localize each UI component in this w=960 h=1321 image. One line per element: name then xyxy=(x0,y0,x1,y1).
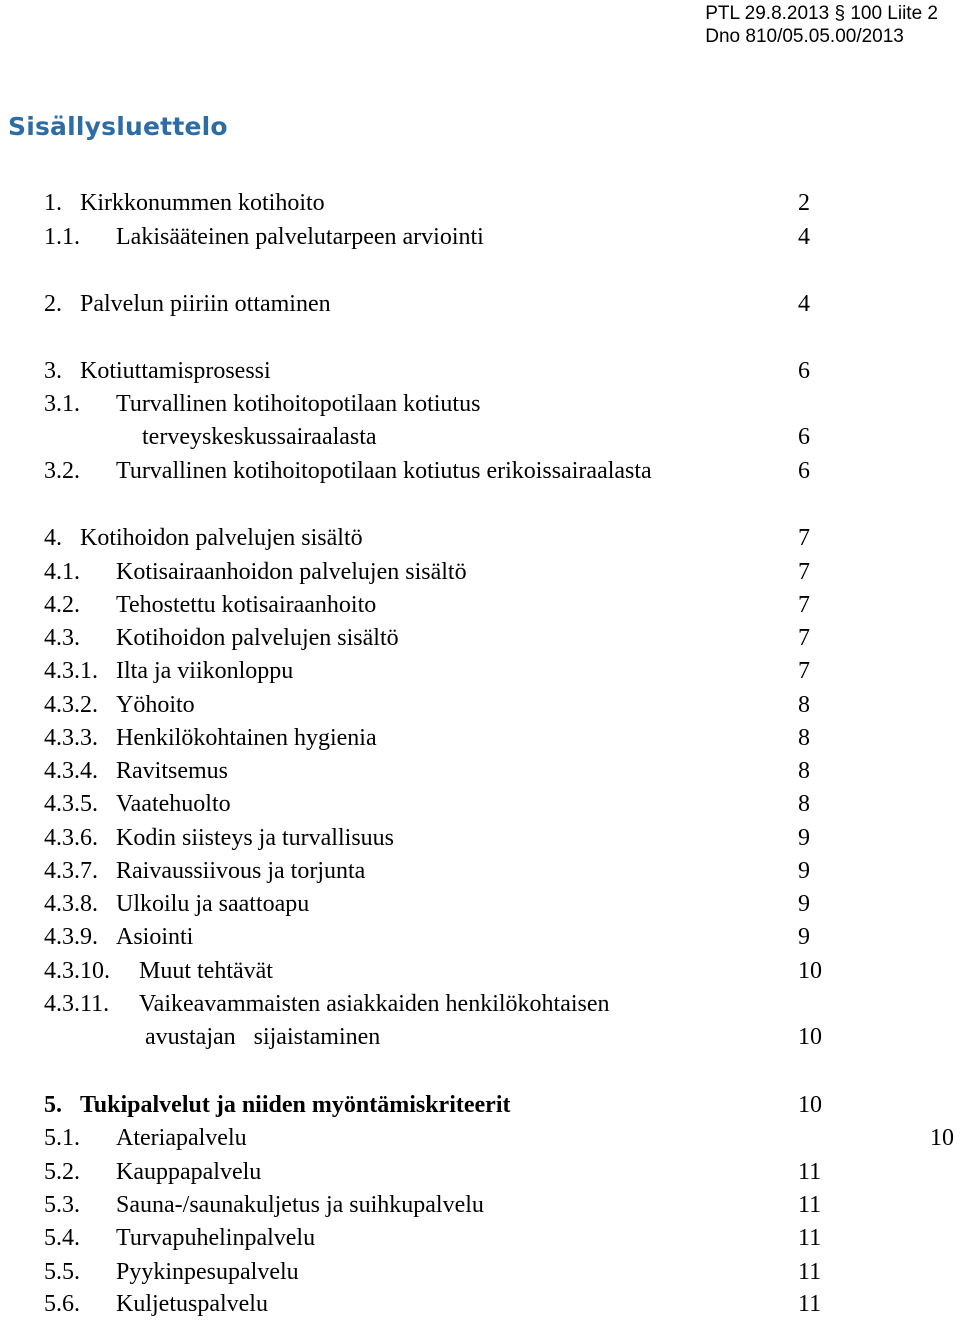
toc-entry-title: Ulkoilu ja saattoapu xyxy=(116,891,310,917)
toc-entry-number: 5.1. xyxy=(44,1125,80,1151)
toc-entry-page: 4 xyxy=(798,224,810,250)
toc-entry-title: Pyykinpesupalvelu xyxy=(116,1259,299,1285)
toc-entry-number: 4.2. xyxy=(44,592,80,618)
toc-entry-number: 1.1. xyxy=(44,224,80,250)
toc-entry-number: 3.1. xyxy=(44,391,80,417)
toc-entry-number: 4.3. xyxy=(44,625,80,651)
toc-entry-number: 4.3.10. xyxy=(44,958,110,984)
toc-entry-page: 2 xyxy=(798,190,810,216)
toc-entry-number: 1. xyxy=(44,190,62,216)
toc-entry-number: 4.3.4. xyxy=(44,758,98,784)
toc-entry-title: Ateriapalvelu xyxy=(116,1125,247,1151)
toc-entry-title: Palvelun piiriin ottaminen xyxy=(80,291,331,317)
toc-entry-title: Raivaussiivous ja torjunta xyxy=(116,858,366,884)
toc-entry-title: Kotihoidon palvelujen sisältö xyxy=(116,625,399,651)
toc-entry-number: 4.3.2. xyxy=(44,692,98,718)
toc-entry-number: 5.3. xyxy=(44,1192,80,1218)
toc-entry-page: 10 xyxy=(798,958,822,984)
toc-entry-page: 7 xyxy=(798,592,810,618)
toc-entry-page: 10 xyxy=(930,1125,954,1151)
toc-entry-number: 3.2. xyxy=(44,458,80,484)
toc-entry-number: 4.3.7. xyxy=(44,858,98,884)
toc-entry-title: Kotiuttamisprosessi xyxy=(80,358,271,384)
toc-entry-page: 9 xyxy=(798,891,810,917)
toc-entry-title: Ravitsemus xyxy=(116,758,228,784)
toc-entry-title: Sauna-/saunakuljetus ja suihkupalvelu xyxy=(116,1192,484,1218)
toc-title: Sisällysluettelo xyxy=(8,112,228,141)
toc-entry-page: 7 xyxy=(798,658,810,684)
toc-entry-title: Tehostettu kotisairaanhoito xyxy=(116,592,377,618)
toc-entry-number: 4.3.8. xyxy=(44,891,98,917)
toc-entry-number: 5. xyxy=(44,1092,62,1118)
document-header xyxy=(705,2,938,48)
toc-entry-page: 11 xyxy=(798,1192,822,1218)
toc-entry-title: Muut tehtävät xyxy=(139,958,273,984)
toc-entry-title: Asiointi xyxy=(116,924,194,950)
toc-entry-title: Yöhoito xyxy=(116,692,195,718)
toc-entry-page: 11 xyxy=(798,1259,822,1285)
toc-entry-page: 4 xyxy=(798,291,810,317)
toc-entry-title: Tukipalvelut ja niiden myöntämiskriteerit xyxy=(80,1092,511,1118)
toc-entry-page: 10 xyxy=(798,1092,822,1118)
toc-entry-number: 4. xyxy=(44,525,62,551)
toc-entry-page: 6 xyxy=(798,358,810,384)
toc-entry-title: Kotisairaanhoidon palvelujen sisältö xyxy=(116,559,467,585)
toc-entry-number: 4.3.6. xyxy=(44,825,98,851)
toc-entry-number: 4.3.9. xyxy=(44,924,98,950)
toc-entry-number: 5.6. xyxy=(44,1291,80,1317)
toc-entry-number: 5.4. xyxy=(44,1225,80,1251)
header-reference-line: PTL 29.8.2013 § 100 Liite 2 xyxy=(705,3,938,24)
toc-entry-title: Turvallinen kotihoitopotilaan kotiutus xyxy=(116,391,481,417)
toc-entry-page: 8 xyxy=(798,725,810,751)
toc-entry-page: 6 xyxy=(798,424,810,450)
toc-entry-title: Vaatehuolto xyxy=(116,791,231,817)
toc-entry-number: 4.1. xyxy=(44,559,80,585)
toc-entry-page: 9 xyxy=(798,924,810,950)
toc-entry-page: 8 xyxy=(798,791,810,817)
toc-entry-page: 8 xyxy=(798,692,810,718)
toc-entry-page: 7 xyxy=(798,525,810,551)
toc-entry-number: 4.3.3. xyxy=(44,725,98,751)
toc-entry-title: avustajan sijaistaminen xyxy=(145,1024,381,1050)
toc-entry-page: 7 xyxy=(798,625,810,651)
toc-entry-number: 5.5. xyxy=(44,1259,80,1285)
toc-entry-page: 6 xyxy=(798,458,810,484)
toc-entry-title: Turvapuhelinpalvelu xyxy=(116,1225,316,1251)
toc-entry-title: Turvallinen kotihoitopotilaan kotiutus erikoissairaalasta xyxy=(116,458,652,484)
toc-entry-number: 3. xyxy=(44,358,62,384)
toc-entry-title: Vaikeavammaisten asiakkaiden henkilökohtaisen xyxy=(139,991,610,1017)
toc-entry-title: Kotihoidon palvelujen sisältö xyxy=(80,525,363,551)
toc-entry-page: 10 xyxy=(798,1024,822,1050)
toc-entry-number: 4.3.5. xyxy=(44,791,98,817)
toc-entry-title: Ilta ja viikonloppu xyxy=(116,658,294,684)
toc-entry-title: Kuljetuspalvelu xyxy=(116,1291,268,1317)
toc-entry-title: Henkilökohtainen hygienia xyxy=(116,725,377,751)
toc-entry-title: Kodin siisteys ja turvallisuus xyxy=(116,825,394,851)
toc-entry-page: 11 xyxy=(798,1225,822,1251)
toc-entry-page: 8 xyxy=(798,758,810,784)
toc-entry-page: 7 xyxy=(798,559,810,585)
toc-entry-page: 9 xyxy=(798,858,810,884)
toc-entry-page: 11 xyxy=(798,1159,822,1185)
toc-entry-number: 2. xyxy=(44,291,62,317)
toc-entry-number: 4.3.1. xyxy=(44,658,98,684)
toc-entry-title: Kirkkonummen kotihoito xyxy=(80,190,325,216)
header-dno-line: Dno 810/05.05.00/2013 xyxy=(705,26,904,47)
toc-entry-title: terveyskeskussairaalasta xyxy=(142,424,377,450)
toc-entry-title: Kauppapalvelu xyxy=(116,1159,262,1185)
toc-entry-number: 4.3.11. xyxy=(44,991,110,1017)
toc-entry-page: 11 xyxy=(798,1291,822,1317)
toc-entry-title: Lakisääteinen palvelutarpeen arviointi xyxy=(116,224,484,250)
toc-entry-number: 5.2. xyxy=(44,1159,80,1185)
toc-entry-page: 9 xyxy=(798,825,810,851)
